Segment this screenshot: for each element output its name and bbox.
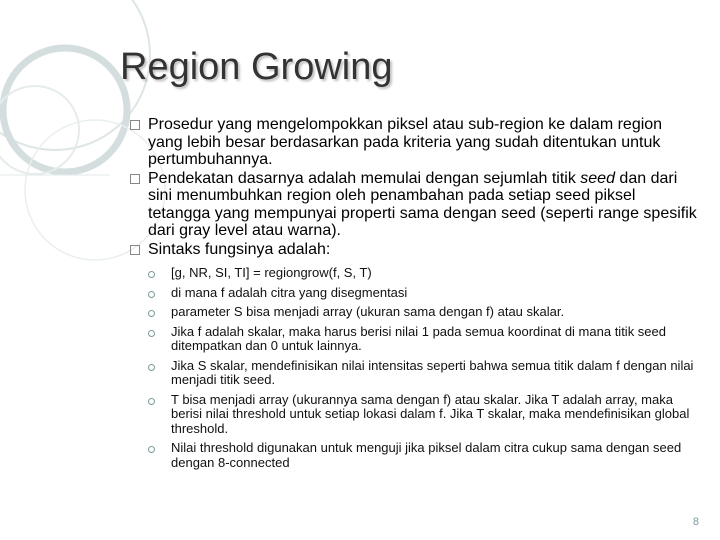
circle-bullet-icon	[148, 364, 155, 371]
sub-bullet-text: Jika S skalar, mendefinisikan nilai intensitas seperti bahwa semua titik dalam f dengan nilai menjadi titik seed.	[171, 357, 694, 387]
sub-bullet-item	[148, 441, 700, 470]
page-number: 8	[692, 516, 699, 528]
bullet-item	[128, 170, 700, 240]
bullet-text: Pendekatan dasarnya adalah memulai dengan sejumlah titik	[148, 169, 581, 187]
circle-bullet-icon	[148, 446, 155, 453]
main-bullet-list	[128, 116, 700, 470]
sub-bullet-text: [g, NR, SI, TI] = regiongrow(f, S, T)	[171, 265, 372, 280]
emphasis-seed: seed	[580, 169, 615, 187]
sub-bullet-item	[148, 305, 700, 320]
sub-bullet-item	[148, 325, 700, 354]
sub-bullet-text: Jika f adalah skalar, maka harus berisi nilai 1 pada semua koordinat di mana titik seed ditempatkan dan 0 untuk lainnya.	[171, 323, 666, 353]
circle-bullet-icon	[148, 330, 155, 337]
sub-bullet-text: di mana f adalah citra yang disegmentasi	[171, 284, 408, 300]
bullet-item	[128, 241, 700, 471]
square-bullet-icon	[130, 245, 140, 255]
bullet-text-continued: dan dari sini menumbuhkan region oleh penambahan pada setiap seed piksel tetangga yang mempunyai properti sama dengan seed (seperti range spesifik dari gray level atau warna).	[148, 169, 697, 239]
sub-bullet-list	[148, 266, 700, 470]
bullet-text: Prosedur yang mengelompokkan piksel atau sub-region ke dalam region yang lebih besar berdasarkan pada kriteria yang sudah ditentukan untuk pertumbuhannya.	[148, 116, 663, 168]
circle-bullet-icon	[148, 271, 155, 278]
square-bullet-icon	[130, 120, 140, 130]
sub-bullet-item	[148, 359, 700, 388]
circle-bullet-icon	[148, 291, 155, 298]
circle-bullet-icon	[148, 398, 155, 405]
sub-bullet-text: Nilai threshold digunakan untuk menguji jika piksel dalam citra cukup sama dengan seed dengan 8-connected	[171, 440, 682, 470]
square-bullet-icon	[130, 174, 140, 184]
slide-content	[128, 116, 700, 475]
circle-bullet-icon	[148, 310, 155, 317]
sub-bullet-item	[148, 393, 700, 437]
sub-bullet-item	[148, 266, 700, 281]
sub-bullet-text: T bisa menjadi array (ukurannya sama dengan f) atau skalar. Jika T adalah array, maka berisi nilai threshold untuk setiap lokasi dalam f. Jika T skalar, maka mendefinisikan global threshold.	[171, 391, 690, 436]
sub-bullet-text: parameter S bisa menjadi array (ukuran sama dengan f) atau skalar.	[171, 304, 565, 319]
bullet-text: Sintaks fungsinya adalah:	[148, 240, 331, 258]
slide-title: Region Growing	[120, 46, 393, 88]
bullet-item	[128, 116, 700, 169]
sub-bullet-item	[148, 286, 700, 301]
